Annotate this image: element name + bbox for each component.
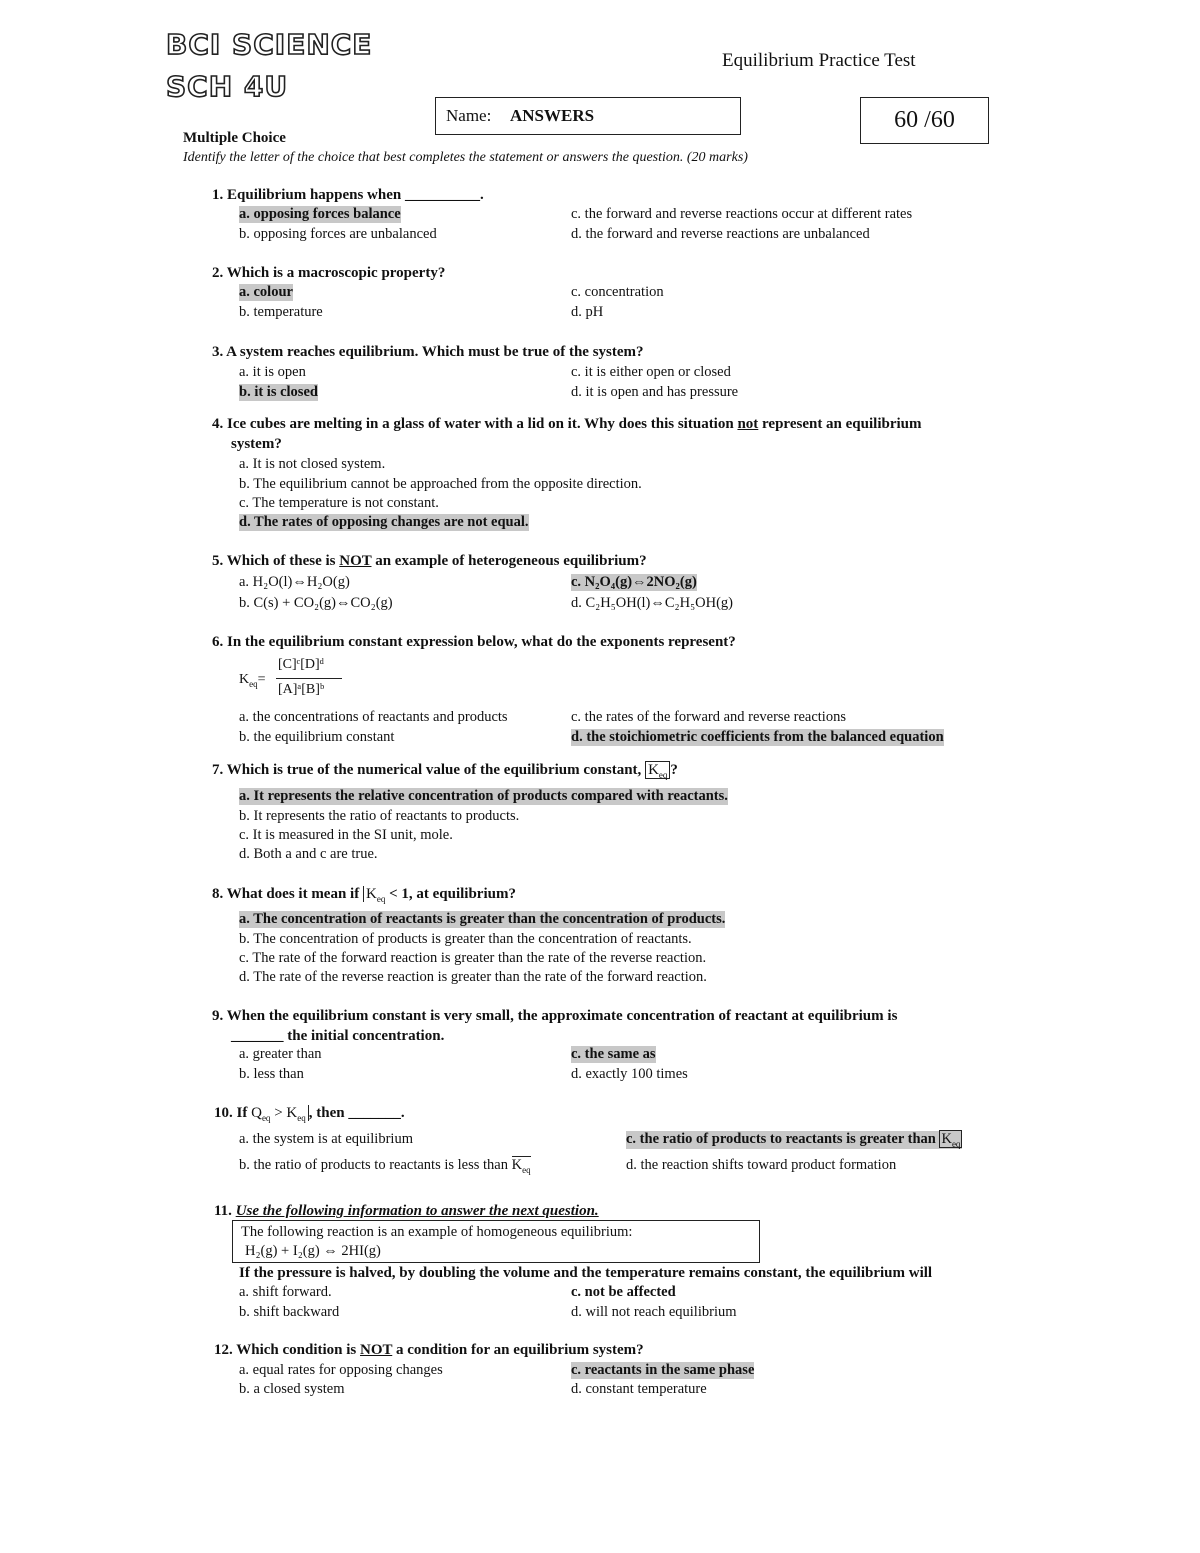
q10-k-symbol: K bbox=[286, 1105, 298, 1121]
reaction-info-box bbox=[232, 1220, 760, 1263]
question-3: 3. A system reaches equilibrium. Which must be true of the system? bbox=[212, 344, 644, 360]
test-title: Equilibrium Practice Test bbox=[722, 50, 916, 71]
q3-option-c: c. it is either open or closed bbox=[571, 364, 731, 380]
q11-intro: Use the following information to answer the next question. bbox=[235, 1203, 599, 1219]
q4-text-pre: 4. Ice cubes are melting in a glass of water with a lid on it. Why does this situation bbox=[212, 416, 734, 432]
q5-option-c: c. N₂O₄(g)⇔2NO₂(g) bbox=[571, 574, 697, 590]
reaction-equation: H₂(g) + I₂(g) ⇔ 2HI(g) bbox=[245, 1243, 381, 1259]
q5-text-pre: 5. Which of these is bbox=[212, 553, 336, 569]
q5-not: NOT bbox=[339, 553, 372, 569]
q4-option-c: c. The temperature is not constant. bbox=[239, 495, 439, 511]
q10-q-symbol: Q bbox=[251, 1105, 262, 1121]
k-subscript: eq bbox=[249, 678, 258, 689]
q9-option-a: a. greater than bbox=[239, 1046, 322, 1062]
q1-option-a: a. opposing forces balance bbox=[239, 206, 401, 222]
q5-option-b: b. C(s) + CO₂(g)⇔CO₂(g) bbox=[239, 595, 393, 611]
logo-line-1: BCI SCIENCE bbox=[166, 28, 373, 61]
q1-option-d: d. the forward and reverse reactions are unbalanced bbox=[571, 226, 870, 242]
q7-k-symbol: K bbox=[648, 762, 659, 778]
q8-k-eq bbox=[363, 886, 385, 902]
question-12 bbox=[214, 1342, 644, 1359]
q3-option-a: a. it is open bbox=[239, 364, 306, 380]
q12-option-b: b. a closed system bbox=[239, 1381, 345, 1397]
q4-option-a: a. It is not closed system. bbox=[239, 456, 386, 472]
q10-q-subscript: eq bbox=[261, 1113, 271, 1123]
q1-option-c: c. the forward and reverse reactions occur at different rates bbox=[571, 206, 913, 222]
q7-option-a: a. It represents the relative concentration of products compared with reactants. bbox=[239, 788, 728, 804]
q11-option-d: d. will not reach equilibrium bbox=[571, 1304, 737, 1320]
k-symbol: K bbox=[239, 672, 250, 687]
q7-k-subscript: eq bbox=[658, 770, 668, 780]
name-value: ANSWERS bbox=[510, 106, 595, 125]
q12-option-a: a. equal rates for opposing changes bbox=[239, 1362, 443, 1378]
q8-k-symbol: K bbox=[365, 886, 377, 902]
q6-option-d: d. the stoichiometric coefficients from the balanced equation bbox=[571, 729, 944, 745]
instructions: Identify the letter of the choice that best completes the statement or answers the question. (20 marks) bbox=[183, 150, 748, 165]
question-11 bbox=[214, 1203, 599, 1220]
score-box bbox=[860, 97, 989, 144]
q10-option-c-subscript: eq bbox=[951, 1138, 961, 1149]
question-10 bbox=[214, 1105, 405, 1123]
q8-k-subscript: eq bbox=[376, 894, 386, 904]
name-label: Name: bbox=[446, 106, 492, 125]
q10-option-b-text: b. the ratio of products to reactants is less than bbox=[239, 1157, 508, 1173]
q8-option-a: a. The concentration of reactants is greater than the concentration of products. bbox=[239, 911, 726, 927]
q1-option-b: b. opposing forces are unbalanced bbox=[239, 226, 437, 242]
q8-text-post: < 1, at equilibrium? bbox=[389, 886, 516, 902]
score: 60 /60 bbox=[894, 107, 955, 133]
q12-not: NOT bbox=[360, 1342, 393, 1358]
q3-option-d: d. it is open and has pressure bbox=[571, 384, 739, 400]
q11-number: 11. bbox=[214, 1203, 232, 1219]
q11-option-b: b. shift backward bbox=[239, 1304, 340, 1320]
q10-option-c-text: c. the ratio of products to reactants is greater than bbox=[626, 1131, 936, 1147]
q10-option-b-k bbox=[512, 1156, 531, 1173]
q2-option-d: d. pH bbox=[571, 304, 604, 320]
q10-option-a: a. the system is at equilibrium bbox=[239, 1131, 413, 1147]
q11-option-a: a. shift forward. bbox=[239, 1284, 332, 1300]
q7-option-d: d. Both a and c are true. bbox=[239, 846, 378, 862]
q12-text-post: a condition for an equilibrium system? bbox=[396, 1342, 644, 1358]
q7-text-pre: 7. Which is true of the numerical value of the equilibrium constant, bbox=[212, 762, 642, 778]
q10-option-b-symbol: K bbox=[511, 1157, 523, 1173]
question-6: 6. In the equilibrium constant expression below, what do the exponents represent? bbox=[212, 634, 736, 650]
q12-text-pre: 12. Which condition is bbox=[214, 1342, 357, 1358]
q2-option-b: b. temperature bbox=[239, 304, 323, 320]
q5-option-a: a. H₂O(l)⇔H₂O(g) bbox=[239, 574, 350, 590]
q7-option-b: b. It represents the ratio of reactants to products. bbox=[239, 808, 520, 824]
q10-k-eq bbox=[286, 1105, 308, 1121]
q10-gt: > bbox=[274, 1105, 283, 1121]
q2-option-c: c. concentration bbox=[571, 284, 664, 300]
q9-option-b: b. less than bbox=[239, 1066, 304, 1082]
q10-option-c-k bbox=[939, 1130, 962, 1148]
q4-text-line-2: system? bbox=[231, 436, 282, 452]
q8-option-c: c. The rate of the forward reaction is greater than the rate of the reverse reaction. bbox=[239, 950, 707, 966]
k-eq-symbol: $K_{eq}=$ bbox=[239, 672, 266, 689]
q9-text-line-2: _______ the initial concentration. bbox=[231, 1028, 445, 1044]
q6-option-b: b. the equilibrium constant bbox=[239, 729, 395, 745]
q4-option-d: d. The rates of opposing changes are not equal. bbox=[239, 514, 529, 530]
question-7 bbox=[212, 762, 678, 780]
q10-option-b bbox=[239, 1157, 531, 1175]
q9-option-d: d. exactly 100 times bbox=[571, 1066, 688, 1082]
q10-k-subscript: eq bbox=[297, 1113, 306, 1123]
q5-text-post: an example of heterogeneous equilibrium? bbox=[375, 553, 647, 569]
q9-option-c: c. the same as bbox=[571, 1046, 656, 1062]
question-8 bbox=[212, 886, 516, 904]
q7-option-c: c. It is measured in the SI unit, mole. bbox=[239, 827, 453, 843]
q11-option-c: c. not be affected bbox=[571, 1284, 676, 1300]
fraction-bar bbox=[276, 678, 342, 679]
q8-option-d: d. The rate of the reverse reaction is greater than the rate of the forward reaction. bbox=[239, 969, 707, 985]
reaction-info-text: The following reaction is an example of homogeneous equilibrium: bbox=[241, 1224, 633, 1240]
name-box bbox=[435, 97, 741, 135]
q10-text-pre: 10. If bbox=[214, 1105, 248, 1121]
q6-option-a: a. the concentrations of reactants and products bbox=[239, 709, 508, 725]
q10-option-b-subscript: eq bbox=[522, 1164, 531, 1175]
q5-option-d: d. C₂H₅OH(l)⇔C₂H₅OH(g) bbox=[571, 595, 733, 611]
q11-question: If the pressure is halved, by doubling the volume and the temperature remains constant, the equilibrium will bbox=[239, 1265, 933, 1281]
q6-option-c: c. the rates of the forward and reverse reactions bbox=[571, 709, 846, 725]
q10-option-c-symbol: K bbox=[941, 1131, 952, 1147]
q10-option-d: d. the reaction shifts toward product formation bbox=[626, 1157, 897, 1173]
question-2: 2. Which is a macroscopic property? bbox=[212, 265, 446, 281]
q10-text-post: , then _______. bbox=[308, 1105, 405, 1121]
q10-option-c bbox=[626, 1131, 962, 1149]
expression-numerator: [C]ᶜ[D]ᵈ bbox=[278, 657, 325, 672]
q8-text-pre: 8. What does it mean if bbox=[212, 886, 360, 902]
question-1: 1. Equilibrium happens when __________. bbox=[212, 187, 484, 203]
q4-text-post: represent an equilibrium bbox=[762, 416, 922, 432]
question-4 bbox=[212, 416, 922, 433]
q8-option-b: b. The concentration of products is greater than the concentration of reactants. bbox=[239, 931, 692, 947]
q10-q-eq bbox=[251, 1105, 270, 1121]
logo-line-2: SCH 4U bbox=[166, 70, 289, 103]
section-title: Multiple Choice bbox=[183, 130, 286, 146]
expression-denominator: [A]ᵃ[B]ᵇ bbox=[278, 682, 325, 697]
q7-text-post: ? bbox=[670, 762, 678, 778]
q12-option-c: c. reactants in the same phase bbox=[571, 1362, 755, 1378]
question-5 bbox=[212, 553, 647, 570]
q12-option-d: d. constant temperature bbox=[571, 1381, 707, 1397]
q7-k-eq bbox=[645, 761, 670, 779]
question-9: 9. When the equilibrium constant is very small, the approximate concentration of reactant at equilibrium is bbox=[212, 1008, 898, 1024]
q4-not: not bbox=[737, 416, 759, 432]
q4-option-b: b. The equilibrium cannot be approached from the opposite direction. bbox=[239, 476, 642, 492]
q3-option-b: b. it is closed bbox=[239, 384, 318, 400]
q2-option-a: a. colour bbox=[239, 284, 293, 300]
